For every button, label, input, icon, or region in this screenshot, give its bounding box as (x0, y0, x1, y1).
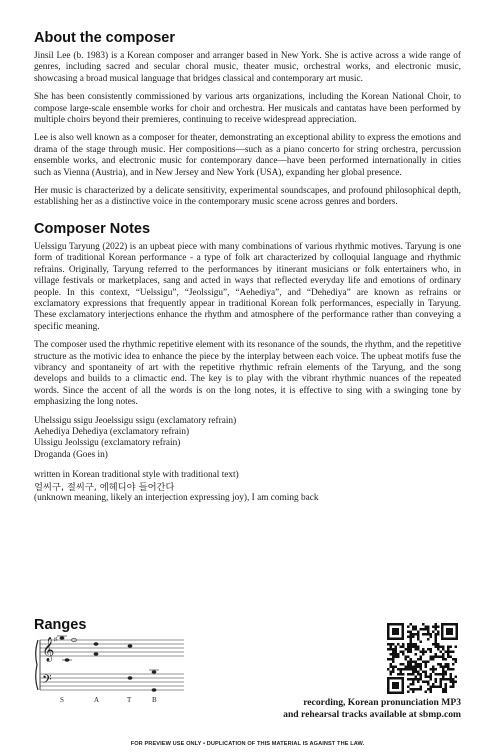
qr-code-icon[interactable] (385, 621, 460, 696)
range-notes (54, 636, 159, 692)
voice-label-alto: A (94, 696, 100, 704)
refrain-line: Aehediya Dehediya (exclamatory refrain) (34, 426, 190, 437)
refrain-line: Droganda (Goes in) (34, 449, 108, 460)
voice-label-bass: B (152, 696, 157, 704)
page-content (34, 30, 461, 504)
translation-line: (unknown meaning, likely an interjection expressing joy), I am coming back (34, 493, 319, 503)
qr-finder-top-right (441, 623, 458, 640)
grand-staff-brace (36, 640, 38, 690)
voice-label-tenor: T (127, 696, 132, 704)
notes-paragraph-1: Uelssigu Taryung (2022) is an upbeat piece with many combinations of various rhythmic motives. Taryung is one form of traditional Korean performance - a type of folk art characterized by colloquial language and rhythmic refrains. Originally, Taryung referred to the performances by itinerant musicians or folk entertainers who, in village festivals or marketplaces, sang and acted in ways that reflected everyday life and emotions of ordinary people. In this context, “Uelssigu”, “Jeolssigu”, “Aehediya”, and “Dehediya” are known as refrains or exclamatory expressions that frequently appear in traditional Korean folk performances, especially in Taryung. These exclamatory interjections enhance the rhythm and atmosphere of the performance rather than conveying a specific meaning. (34, 241, 461, 332)
recording-line-2: and rehearsal tracks available at sbmp.com (283, 709, 461, 720)
refrain-lines (34, 416, 461, 462)
about-paragraph-2: She has been consistently commissioned by various arts organizations, including the Korean National Choir, to compose large-scale ensemble works for choir and orchestra. Her musicals and cantatas have been performed by multiple choirs beyond their premieres, continuing to receive widespread appreciation. (34, 92, 461, 126)
refrain-line: Ulssigu Jeolssigu (exclamatory refrain) (34, 438, 181, 449)
vocal-ranges-staff (34, 634, 184, 706)
voice-label-soprano: S (60, 696, 64, 704)
preview-footer: FOR PREVIEW USE ONLY • DUPLICATION OF THIS MATERIAL IS AGAINST THE LAW. (130, 741, 365, 747)
recording-info (283, 697, 461, 721)
qr-finder-top-left (387, 623, 404, 640)
refrain-line: Uhelssigu ssigu Jeoelssigu ssigu (exclamatory refrain) (34, 415, 237, 426)
alto-low-note (94, 652, 99, 656)
korean-text-line: 얼씨구, 절씨구, 에헤디야 들어간다 (34, 481, 175, 493)
ranges-heading: Ranges (34, 617, 87, 633)
treble-staff (40, 640, 184, 656)
notes-heading: Composer Notes (34, 220, 151, 237)
about-heading: About the composer (34, 30, 175, 46)
soprano-note (60, 636, 65, 640)
recording-line-1: recording, Korean pronunciation MP3 (303, 697, 461, 708)
notes-paragraph-2: The composer used the rhythmic repetitive element with its resonance of the sounds, the rhythm, and the repetitive structure as the motivic idea to enhance the piece by the interplay between each voice. The upbeat motifs fuse the vibrancy and spontaneity of art with the repetitive rhythmic refrain elements of the Taryung, and the song develops and builds to a climactic end. The key is to play with the vibrant rhythmic nuances of the repeated words. Since the accent of all the words is on the long notes, it is effective to sing with a swinging tone by emphasizing the long notes. (34, 340, 461, 408)
qr-finder-bottom-left (387, 677, 404, 694)
translation-line: written in Korean traditional style with traditional text) (34, 470, 239, 481)
tenor-top-note (128, 644, 133, 648)
translation-lines (34, 470, 461, 504)
about-paragraph-1: Jinsil Lee (b. 1983) is a Korean composer and arranger based in New York. She is active across a wide range of genres, including sacred and secular choral music, theater music, orchestral works, and electronic music, showcasing a broad musical language that bridges classical and contemporary art music. (34, 51, 461, 84)
bass-staff (40, 674, 184, 690)
about-paragraph-3: Lee is also well known as a composer for theater, demonstrating an exceptional ability to express the emotions and drama of the stage through music. Her compositions—such as a piano concerto for string orchestra, percussion ensemble works, and electronic music for contemporary dance—have been performed internationally in cities such as Vienna (Austria), and in New Jersey and New York (USA), expanding her global presence. (34, 133, 461, 178)
treble-clef-icon: 𝄞 (42, 637, 55, 661)
bass-top-note (152, 670, 157, 674)
alto-top-note (94, 642, 99, 646)
bass-low-note (152, 688, 157, 692)
sharp-icon: ♯ (54, 637, 57, 643)
about-paragraph-4: Her music is characterized by a delicate sensitivity, experimental soundscapes, and profound philosophical depth, establishing her as a distinctive voice in the contemporary music scene across genres and borders. (34, 186, 461, 208)
bass-clef-icon: 𝄢 (42, 672, 52, 690)
tenor-low-note (128, 676, 133, 680)
